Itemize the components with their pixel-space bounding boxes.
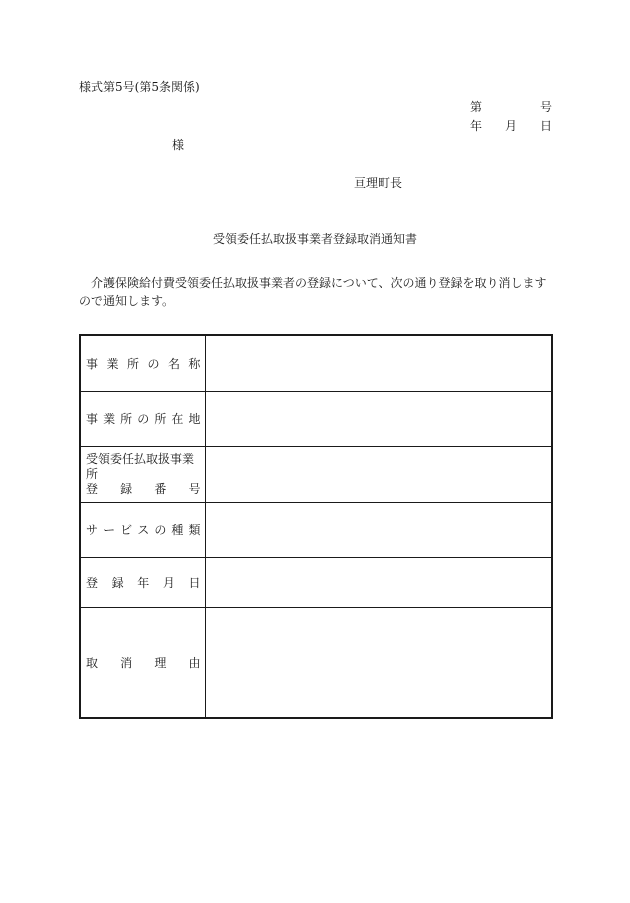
label-char: 取 xyxy=(86,655,99,670)
row-label-text xyxy=(86,574,201,591)
date-day-label: 日 xyxy=(540,119,553,133)
registration-number-cell[interactable] xyxy=(205,446,552,502)
row-label xyxy=(80,335,205,391)
label-char: 登 xyxy=(86,575,99,590)
label-char: 事 xyxy=(86,412,99,426)
date-year-label: 年 xyxy=(470,119,483,133)
row-label-text-line2 xyxy=(86,482,201,497)
label-char: ー xyxy=(103,523,116,537)
registration-date-cell[interactable] xyxy=(205,557,552,607)
row-label-text xyxy=(86,410,201,427)
form-number: 様式第5号(第5条関係) xyxy=(79,80,200,94)
label-char: 事 xyxy=(86,356,99,371)
table-row xyxy=(80,446,552,502)
office-name-cell[interactable] xyxy=(205,335,552,391)
table-row xyxy=(80,391,552,446)
document-title: 受領委任払取扱事業者登録取消通知書 xyxy=(212,232,417,246)
label-char: 日 xyxy=(188,575,201,590)
service-type-cell[interactable] xyxy=(205,502,552,557)
label-char: 理 xyxy=(154,655,167,670)
doc-number-prefix: 第 xyxy=(470,100,483,114)
label-char: 種 xyxy=(171,523,184,537)
label-char: 番 xyxy=(154,481,167,496)
label-char: 在 xyxy=(171,412,184,426)
addressee-suffix: 様 xyxy=(172,138,185,152)
label-char: 録 xyxy=(111,575,124,590)
label-char: 称 xyxy=(188,356,201,371)
office-address-cell[interactable] xyxy=(205,391,552,446)
table-row xyxy=(80,607,552,718)
label-char: 所 xyxy=(154,412,167,426)
row-label xyxy=(80,391,205,446)
row-label-text xyxy=(86,521,201,538)
cancellation-reason-cell[interactable] xyxy=(205,607,552,718)
label-char: 類 xyxy=(188,523,201,537)
label-char: 所 xyxy=(120,412,133,426)
doc-number-suffix: 号 xyxy=(540,100,553,114)
row-label xyxy=(80,607,205,718)
label-char: 消 xyxy=(120,655,133,670)
label-char: 月 xyxy=(162,575,175,590)
label-char: 由 xyxy=(188,655,201,670)
date-month-label: 月 xyxy=(505,119,518,133)
row-label-text: 受領委任払取扱事業所 xyxy=(86,451,195,481)
row-label xyxy=(80,502,205,557)
row-label-text xyxy=(86,355,201,372)
label-char: の xyxy=(147,356,160,371)
label-char: サ xyxy=(86,523,99,537)
label-char: ビ xyxy=(120,523,133,537)
label-char: 地 xyxy=(188,412,201,426)
label-char: の xyxy=(137,412,150,426)
row-label-text xyxy=(86,654,201,671)
table-row xyxy=(80,335,552,391)
info-table xyxy=(79,334,553,719)
issuer-name: 亘理町長 xyxy=(354,176,403,190)
label-char: ス xyxy=(137,523,150,537)
label-char: 業 xyxy=(103,412,116,426)
table-row xyxy=(80,502,552,557)
label-char: 録 xyxy=(120,481,133,496)
row-label xyxy=(80,557,205,607)
label-char: 所 xyxy=(126,356,139,371)
label-char: 年 xyxy=(137,575,150,590)
table-row xyxy=(80,557,552,607)
label-char: 業 xyxy=(106,356,119,371)
label-char: の xyxy=(154,523,167,537)
body-text: 介護保険給付費受領委任払取扱事業者の登録について、次の通り登録を取り消しますので通知します。 xyxy=(79,276,547,308)
label-char: 号 xyxy=(188,481,201,496)
label-char: 登 xyxy=(86,481,99,496)
row-label xyxy=(80,446,205,502)
label-char: 名 xyxy=(167,356,180,371)
